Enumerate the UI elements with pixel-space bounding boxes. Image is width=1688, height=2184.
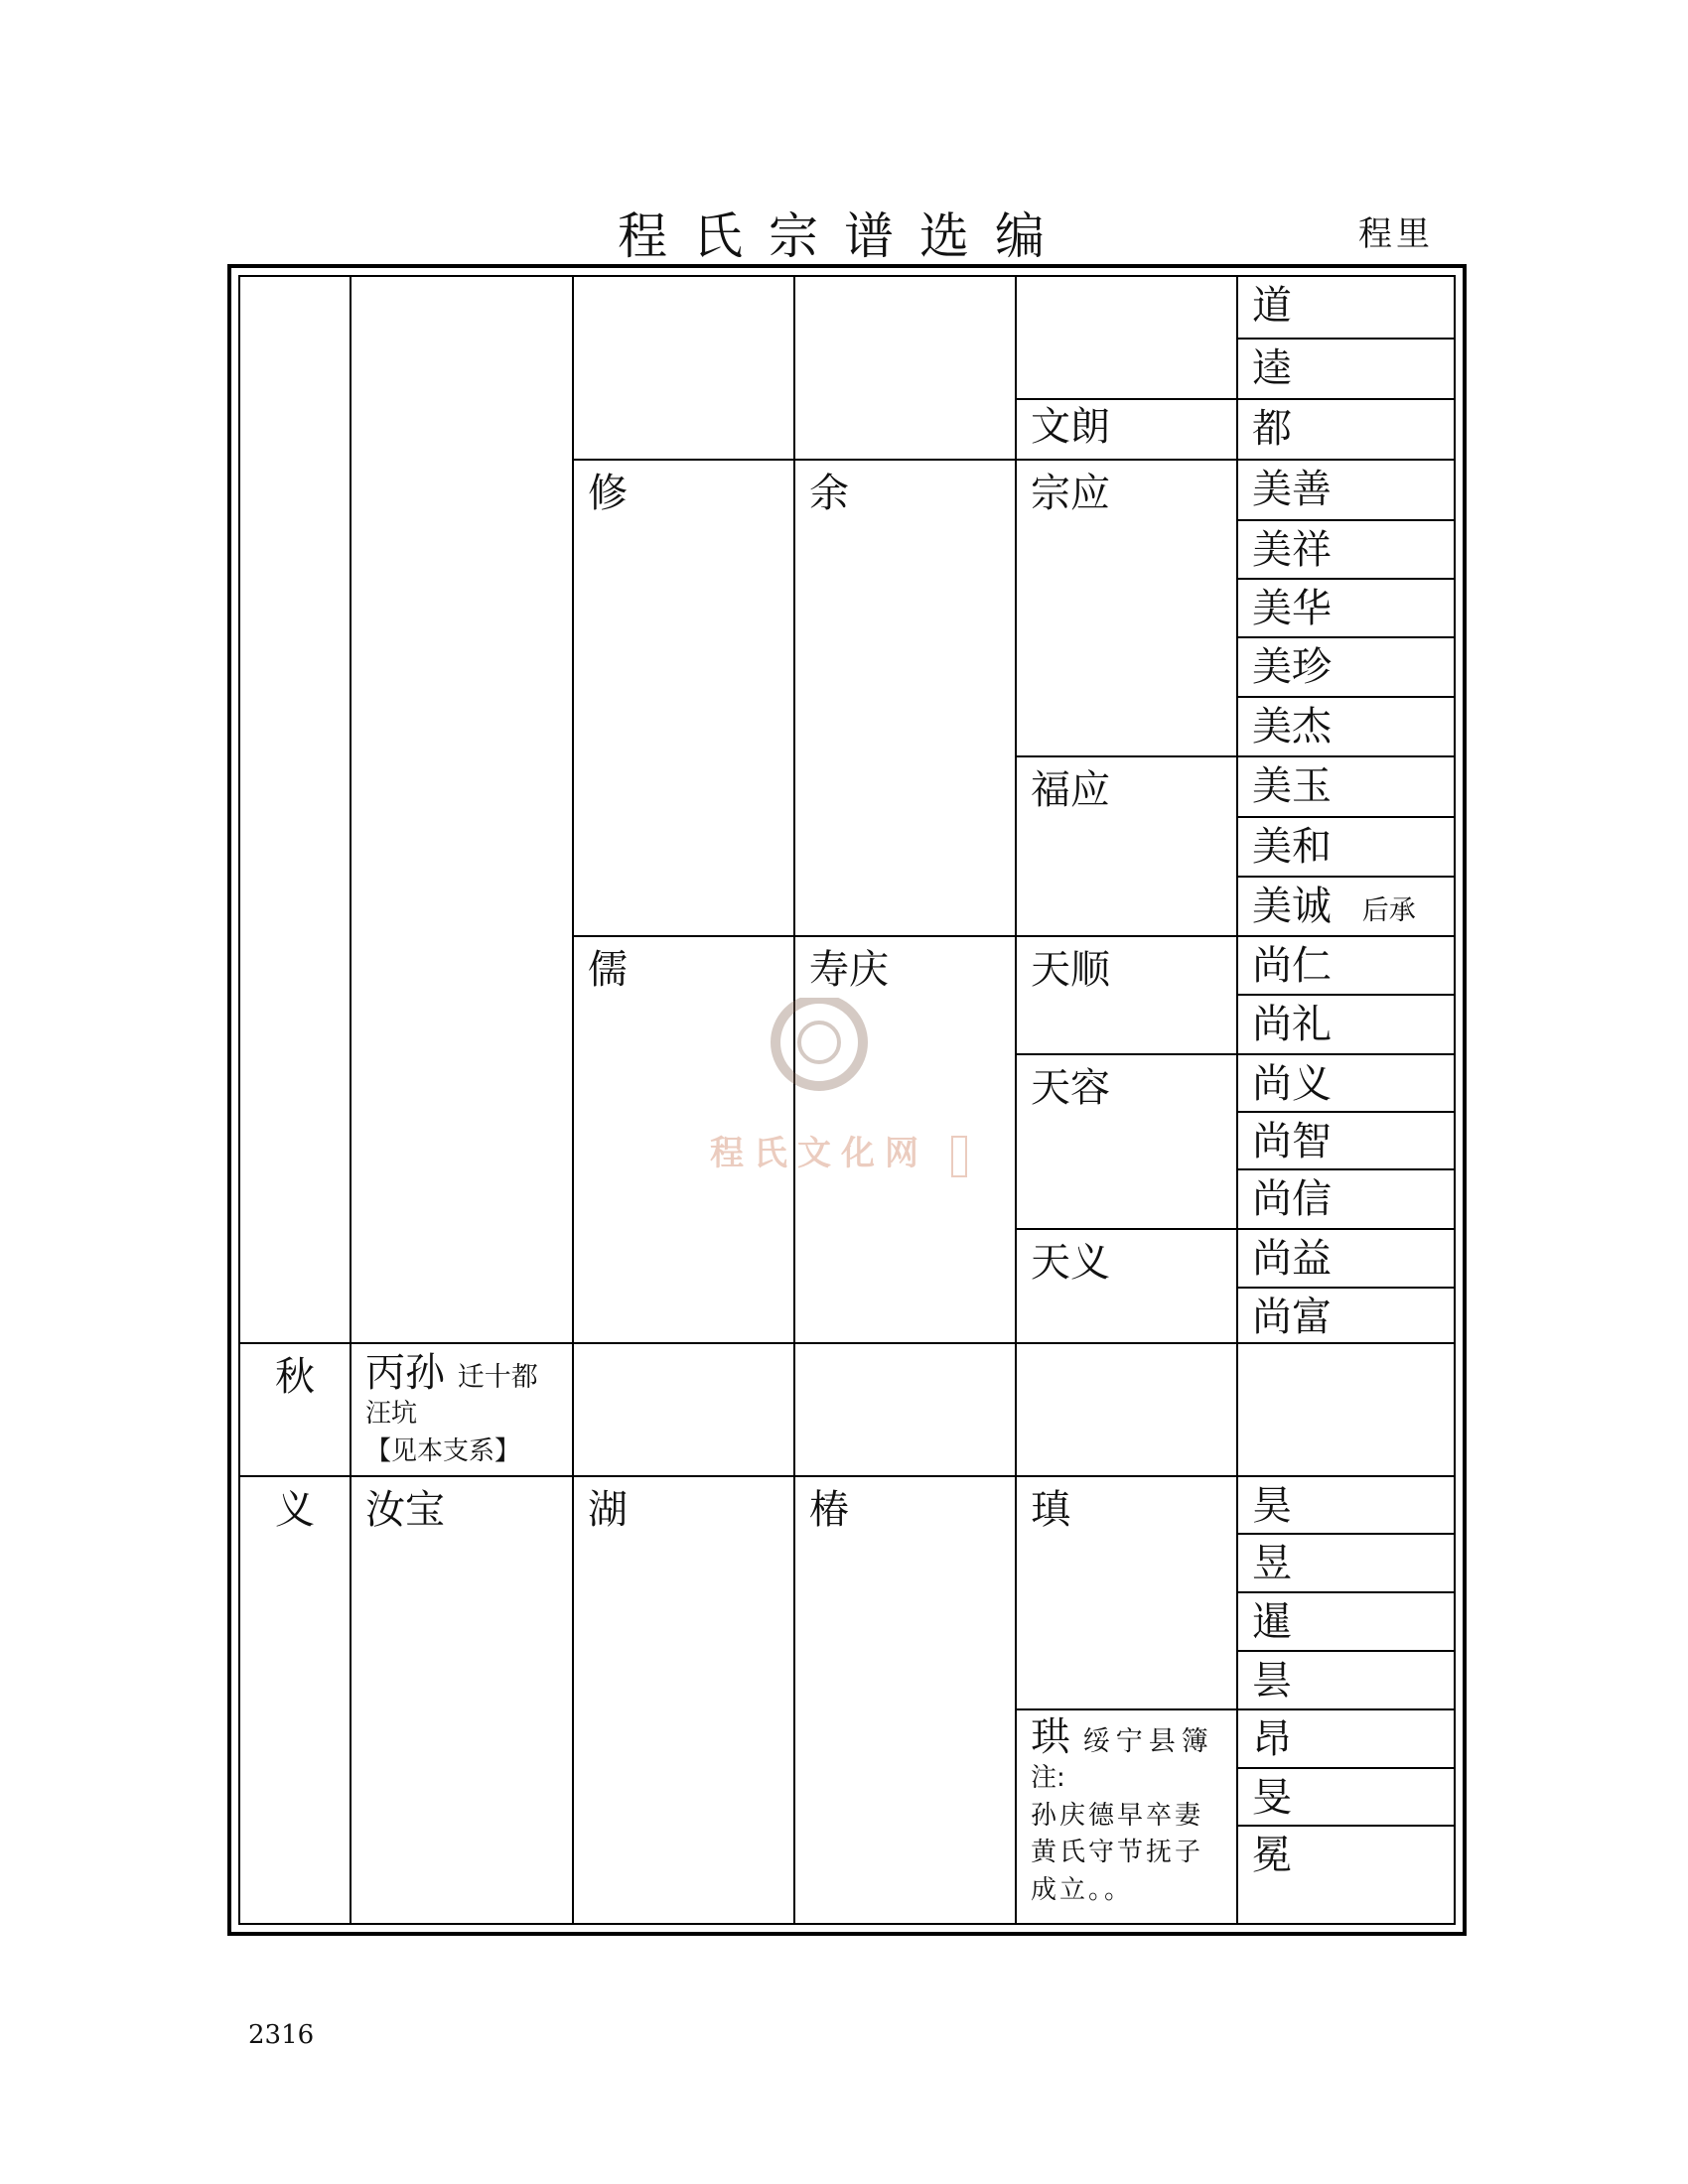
cell-col6-shangyi2: 尚益 [1236, 1228, 1454, 1287]
cell-col5-empty [1015, 277, 1236, 398]
cell-col4-shouqing: 寿庆 [793, 935, 1015, 1342]
cell-col1-yi: 义 [240, 1475, 350, 1925]
person-name: 珙 [1031, 1714, 1070, 1760]
cell-col6-shangren: 尚仁 [1236, 935, 1454, 994]
cell-col1-s1 [240, 277, 350, 1342]
annotation-text: 孙庆德早卒妻黄氏守节抚子成立。。 [1031, 1800, 1204, 1906]
cell-col1-qiu: 秋 [240, 1342, 350, 1475]
cell-col6-meicheng [1236, 876, 1454, 935]
cell-col6-kui: 逵 [1236, 338, 1454, 398]
watermark-stamp-icon [952, 1137, 966, 1176]
cell-col6-meihe: 美和 [1236, 816, 1454, 876]
cell-col6-meiyu: 美玉 [1236, 755, 1454, 816]
place-name: 程里 [1358, 214, 1434, 254]
cell-col6-ang: 昂 [1236, 1708, 1454, 1767]
cell-col5-s4 [1015, 1342, 1236, 1475]
cell-col4-s1 [793, 277, 1015, 459]
page-number: 2316 [248, 2020, 315, 2050]
succession-note: 后承 [1361, 895, 1416, 926]
cell-col4-s4 [793, 1342, 1015, 1475]
cell-col6-xian: 暹 [1236, 1591, 1454, 1650]
cell-col2-s1 [350, 277, 572, 1342]
cell-col6-meizhen: 美珍 [1236, 636, 1454, 696]
see-branch-note: 【见本支系】 [365, 1435, 521, 1466]
cell-col5-tianyi: 天义 [1015, 1228, 1236, 1342]
cell-col5-wenlang: 文朗 [1015, 398, 1236, 459]
cell-col6-du: 都 [1236, 398, 1454, 459]
cell-col3-ru: 儒 [572, 935, 793, 1342]
migration-place: 汪坑 [365, 1399, 418, 1429]
cell-col6-meixiang: 美祥 [1236, 519, 1454, 578]
cell-col6-mian: 冕 [1236, 1825, 1454, 1925]
cell-col6-yu: 昱 [1236, 1533, 1454, 1591]
cell-col6-shangxin: 尚信 [1236, 1168, 1454, 1228]
page-title: 程氏宗谱选编 [618, 207, 1070, 265]
cell-col6-shangzhi: 尚智 [1236, 1111, 1454, 1168]
cell-col6-tan: 昙 [1236, 1650, 1454, 1708]
cell-col6-s4 [1236, 1342, 1454, 1475]
cell-col5-tianrong: 天容 [1015, 1053, 1236, 1228]
cell-col5-fuying: 福应 [1015, 755, 1236, 935]
watermark-seal [710, 998, 978, 1196]
cell-col5-gong [1015, 1708, 1236, 1925]
cell-col3-hu: 湖 [572, 1475, 793, 1925]
annotation-label: 注: [1031, 1763, 1065, 1793]
cell-col6-dao: 道 [1236, 277, 1454, 338]
cell-col6-shangli: 尚礼 [1236, 994, 1454, 1053]
cell-col3-xiu: 修 [572, 459, 793, 935]
cell-col2-bingsun [350, 1342, 572, 1475]
migration-note: 迁十都 [457, 1362, 538, 1393]
seal-inner-icon [799, 1023, 839, 1062]
cell-col5-zongying: 宗应 [1015, 459, 1236, 755]
cell-col5-tian: 瑱 [1015, 1475, 1236, 1708]
cell-col6-shangfu: 尚富 [1236, 1287, 1454, 1342]
seal-ring-icon [775, 999, 863, 1086]
cell-col4-chun: 椿 [793, 1475, 1015, 1925]
cell-col6-shangyi: 尚义 [1236, 1053, 1454, 1111]
cell-col6-min: 旻 [1236, 1767, 1454, 1825]
cell-col2-rubao: 汝宝 [350, 1475, 572, 1925]
person-name: 美诚 [1252, 884, 1332, 929]
cell-col4-yu: 余 [793, 459, 1015, 935]
cell-col6-meihua: 美华 [1236, 578, 1454, 636]
cell-col3-s1 [572, 277, 793, 459]
watermark-text: 程氏文化网 [710, 1134, 928, 1173]
cell-col5-tianshun: 天顺 [1015, 935, 1236, 1053]
cell-col6-meijie: 美杰 [1236, 696, 1454, 755]
cell-col6-hao: 昊 [1236, 1475, 1454, 1533]
person-name: 丙孙 [365, 1350, 445, 1396]
cell-col3-s4 [572, 1342, 793, 1475]
office-note: 绥宁县簿 [1082, 1726, 1214, 1757]
cell-col6-meishan: 美善 [1236, 459, 1454, 519]
